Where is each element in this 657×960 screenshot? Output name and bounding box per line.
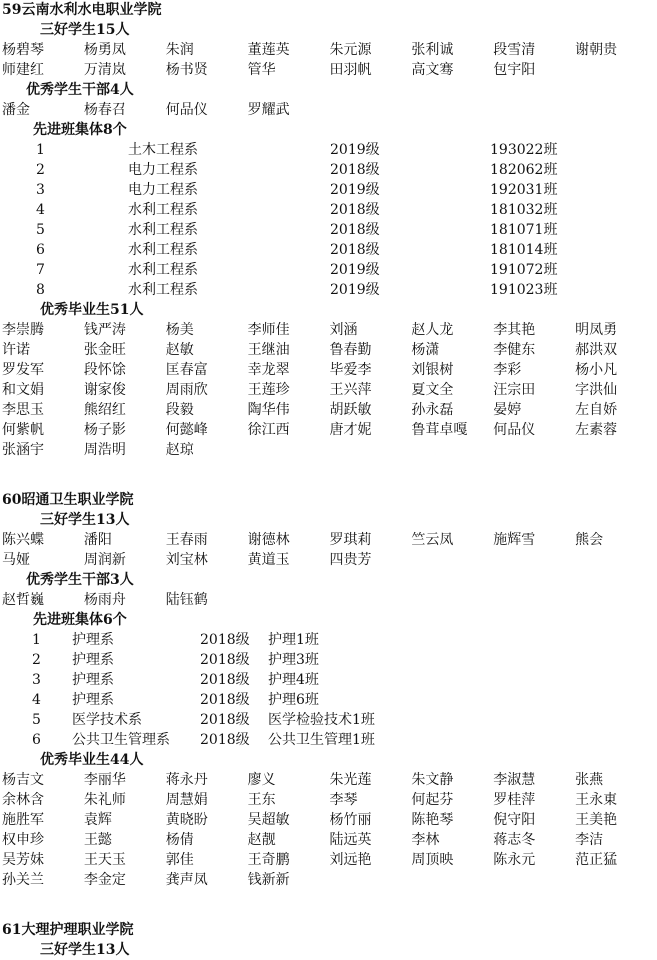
name-cell: 杨倩 (165, 832, 194, 848)
name-cell: 潘金 (2, 102, 30, 118)
row-number: 4 (32, 692, 41, 708)
name-cell: 张金旺 (83, 342, 126, 358)
name-cell: 李金定 (83, 872, 126, 888)
name-cell: 周顶映 (411, 852, 454, 868)
department: 水利工程系 (128, 222, 198, 238)
class-name: 181014班 (490, 242, 558, 258)
name-cell: 王美艳 (575, 812, 618, 828)
name-cell: 胡跃敏 (329, 402, 372, 418)
name-cell: 汪宗田 (493, 382, 536, 398)
name-cell: 匡春富 (165, 362, 208, 378)
name-cell: 钱新新 (247, 872, 290, 888)
name-cell: 李其艳 (493, 322, 536, 338)
name-cell: 朱润 (165, 42, 194, 58)
name-cell: 刘远艳 (329, 852, 372, 868)
name-cell: 潘阳 (83, 532, 112, 548)
name-cell: 王懿 (83, 832, 112, 848)
name-cell: 蒋永丹 (165, 772, 208, 788)
name-cell: 孙关兰 (2, 872, 44, 888)
name-cell: 晏婷 (493, 402, 522, 418)
name-cell: 罗琪莉 (329, 532, 372, 548)
name-cell: 何品仪 (493, 422, 536, 438)
category-title-ganbu: 优秀学生干部3人 (26, 572, 134, 588)
name-cell: 何紫帆 (2, 422, 44, 438)
class-row (0, 220, 657, 240)
school-title: 59云南水利水电职业学院 (2, 2, 162, 18)
row-number: 8 (36, 282, 45, 298)
department: 护理系 (72, 652, 114, 668)
name-cell: 黄晓盼 (165, 812, 208, 828)
name-cell: 毕爱李 (329, 362, 372, 378)
name-cell: 罗桂萍 (493, 792, 536, 808)
grade: 2018级 (330, 222, 380, 238)
school-title: 61大理护理职业学院 (2, 922, 134, 938)
section-gap (0, 460, 657, 490)
name-grid (2, 320, 657, 460)
name-cell: 黄道玉 (247, 552, 290, 568)
name-cell: 段雪清 (493, 42, 536, 58)
name-cell: 李洁 (575, 832, 604, 848)
name-cell: 郝洪双 (575, 342, 618, 358)
name-cell: 杨小凡 (575, 362, 618, 378)
name-cell: 字洪仙 (575, 382, 618, 398)
name-cell: 刘银树 (411, 362, 454, 378)
name-cell: 董莲英 (247, 42, 290, 58)
name-cell: 杨子影 (83, 422, 126, 438)
name-cell: 范正猛 (575, 852, 618, 868)
category-title-sanhao: 三好学生15人 (40, 22, 130, 38)
name-grid (2, 40, 657, 80)
category-title-biye: 优秀毕业生44人 (40, 752, 144, 768)
department: 水利工程系 (128, 282, 198, 298)
name-cell: 刘宝林 (165, 552, 208, 568)
name-cell: 李琴 (329, 792, 358, 808)
department: 医学技术系 (72, 712, 142, 728)
name-cell: 何起芬 (411, 792, 454, 808)
name-grid (2, 530, 657, 570)
name-cell: 赵人龙 (411, 322, 454, 338)
row-number: 1 (32, 632, 41, 648)
name-cell: 杨潇 (411, 342, 440, 358)
name-cell: 王春雨 (165, 532, 208, 548)
name-cell: 陆钰鹤 (165, 592, 208, 608)
name-cell: 周浩明 (83, 442, 126, 458)
class-name: 医学检验技术1班 (268, 712, 375, 728)
name-cell: 唐才妮 (329, 422, 372, 438)
name-cell: 徐江西 (247, 422, 290, 438)
name-cell: 王兴萍 (329, 382, 372, 398)
class-name: 公共卫生管理1班 (268, 732, 375, 748)
name-cell: 谢朝贵 (575, 42, 618, 58)
category-title-banji: 先进班集体6个 (33, 612, 127, 628)
name-cell: 鲁茸卓嘎 (411, 422, 468, 438)
class-row (0, 200, 657, 220)
class-name: 181071班 (490, 222, 558, 238)
name-cell: 李崇腾 (2, 322, 44, 338)
name-cell: 王继油 (247, 342, 290, 358)
category-title-ganbu: 优秀学生干部4人 (26, 82, 134, 98)
row-number: 3 (36, 182, 45, 198)
department: 电力工程系 (128, 162, 198, 178)
class-row (0, 280, 657, 300)
name-cell: 李林 (411, 832, 440, 848)
name-cell: 明凤勇 (575, 322, 618, 338)
section-gap (0, 890, 657, 920)
name-cell: 朱文静 (411, 772, 454, 788)
class-row (0, 730, 657, 750)
class-list (0, 140, 657, 300)
name-grid (2, 100, 657, 120)
name-cell: 万清岚 (83, 62, 126, 78)
name-cell: 何品仪 (165, 102, 208, 118)
name-cell: 李思玉 (2, 402, 44, 418)
name-cell: 吴芳妹 (2, 852, 44, 868)
name-cell: 张燕 (575, 772, 604, 788)
class-name: 193022班 (490, 142, 558, 158)
name-cell: 罗发军 (2, 362, 44, 378)
name-cell: 李师佳 (247, 322, 290, 338)
name-cell: 田羽帆 (329, 62, 372, 78)
class-name: 181032班 (490, 202, 558, 218)
name-cell: 谢家俊 (83, 382, 126, 398)
row-number: 3 (32, 672, 41, 688)
name-cell: 施辉雪 (493, 532, 536, 548)
name-cell: 刘涵 (329, 322, 358, 338)
name-grid (2, 590, 657, 610)
name-cell: 张利诚 (411, 42, 454, 58)
name-cell: 陈永元 (493, 852, 536, 868)
grade: 2018级 (330, 162, 380, 178)
class-row (0, 180, 657, 200)
row-number: 4 (36, 202, 45, 218)
name-cell: 郭佳 (165, 852, 194, 868)
row-number: 2 (32, 652, 41, 668)
class-name: 191072班 (490, 262, 558, 278)
category-title-banji: 先进班集体8个 (33, 122, 127, 138)
category-title-sanhao: 三好学生13人 (40, 512, 130, 528)
name-cell: 龚声凤 (165, 872, 208, 888)
class-name: 护理3班 (268, 652, 319, 668)
name-cell: 杨勇凤 (83, 42, 126, 58)
grade: 2019级 (330, 182, 380, 198)
name-cell: 王东 (247, 792, 276, 808)
department: 水利工程系 (128, 242, 198, 258)
name-cell: 周慧娟 (165, 792, 208, 808)
grade: 2018级 (200, 632, 250, 648)
department: 电力工程系 (128, 182, 198, 198)
department: 护理系 (72, 672, 114, 688)
name-cell: 四贵芳 (329, 552, 372, 568)
name-cell: 王永東 (575, 792, 618, 808)
name-cell: 何懿峰 (165, 422, 208, 438)
name-cell: 李彩 (493, 362, 522, 378)
name-cell: 熊绍红 (83, 402, 126, 418)
grade: 2018级 (200, 672, 250, 688)
class-row (0, 140, 657, 160)
school-section-59 (0, 0, 657, 460)
name-cell: 杨竹丽 (329, 812, 372, 828)
class-row (0, 710, 657, 730)
row-number: 7 (36, 262, 45, 278)
name-cell: 王莲珍 (247, 382, 290, 398)
name-cell: 谢德林 (247, 532, 290, 548)
department: 水利工程系 (128, 262, 198, 278)
name-cell: 王天玉 (83, 852, 126, 868)
name-cell: 杨雨舟 (83, 592, 126, 608)
class-name: 182062班 (490, 162, 558, 178)
name-cell: 师建红 (2, 62, 44, 78)
name-cell: 杨吉文 (2, 772, 44, 788)
name-cell: 权申珍 (2, 832, 44, 848)
category-title-sanhao: 三好学生13人 (40, 942, 130, 958)
school-section-60 (0, 490, 657, 890)
name-cell: 许诺 (2, 342, 30, 358)
name-cell: 熊会 (575, 532, 604, 548)
name-cell: 张涵宇 (2, 442, 44, 458)
name-cell: 赵琼 (165, 442, 194, 458)
department: 水利工程系 (128, 202, 198, 218)
grade: 2019级 (330, 262, 380, 278)
name-cell: 王奇鹏 (247, 852, 290, 868)
name-cell: 赵靓 (247, 832, 276, 848)
row-number: 5 (32, 712, 41, 728)
name-grid (2, 770, 657, 890)
name-cell: 朱礼师 (83, 792, 126, 808)
name-cell: 周雨欣 (165, 382, 208, 398)
name-cell: 周润新 (83, 552, 126, 568)
department: 土木工程系 (128, 142, 198, 158)
class-row (0, 650, 657, 670)
class-name: 192031班 (490, 182, 558, 198)
name-cell: 马娅 (2, 552, 30, 568)
row-number: 1 (36, 142, 45, 158)
row-number: 2 (36, 162, 45, 178)
name-cell: 杨书贤 (165, 62, 208, 78)
row-number: 6 (32, 732, 41, 748)
name-cell: 陈艳琴 (411, 812, 454, 828)
name-cell: 廖义 (247, 772, 276, 788)
row-number: 5 (36, 222, 45, 238)
name-cell: 施胜军 (2, 812, 44, 828)
name-cell: 罗耀武 (247, 102, 290, 118)
name-cell: 李健东 (493, 342, 536, 358)
name-cell: 倪守阳 (493, 812, 536, 828)
department: 护理系 (72, 632, 114, 648)
grade: 2018级 (200, 652, 250, 668)
name-cell: 段怀馀 (83, 362, 126, 378)
class-list (0, 630, 657, 750)
grade: 2018级 (330, 242, 380, 258)
class-name: 护理1班 (268, 632, 319, 648)
name-cell: 和文娟 (2, 382, 44, 398)
class-row (0, 160, 657, 180)
grade: 2019级 (330, 142, 380, 158)
name-cell: 孙永磊 (411, 402, 454, 418)
school-section-61 (0, 920, 657, 960)
name-cell: 幸龙翠 (247, 362, 290, 378)
name-cell: 赵敏 (165, 342, 194, 358)
name-cell: 竺云凤 (411, 532, 454, 548)
name-cell: 李丽华 (83, 772, 126, 788)
name-cell: 杨春召 (83, 102, 126, 118)
name-cell: 管华 (247, 62, 276, 78)
name-cell: 赵哲巍 (2, 592, 44, 608)
grade: 2019级 (330, 282, 380, 298)
grade: 2018级 (200, 732, 250, 748)
school-title: 60昭通卫生职业学院 (2, 492, 134, 508)
name-cell: 陈兴蝶 (2, 532, 44, 548)
class-name: 191023班 (490, 282, 558, 298)
name-cell: 朱元源 (329, 42, 372, 58)
department: 护理系 (72, 692, 114, 708)
grade: 2018级 (330, 202, 380, 218)
name-cell: 夏文全 (411, 382, 454, 398)
grade: 2018级 (200, 712, 250, 728)
name-cell: 鲁春勤 (329, 342, 372, 358)
class-name: 护理4班 (268, 672, 319, 688)
class-row (0, 630, 657, 650)
name-cell: 陶华伟 (247, 402, 290, 418)
name-cell: 钱严涛 (83, 322, 126, 338)
class-row (0, 690, 657, 710)
class-name: 护理6班 (268, 692, 319, 708)
name-cell: 朱光莲 (329, 772, 372, 788)
class-row (0, 670, 657, 690)
class-row (0, 240, 657, 260)
name-cell: 李淑慧 (493, 772, 536, 788)
grade: 2018级 (200, 692, 250, 708)
name-cell: 左自娇 (575, 402, 618, 418)
row-number: 6 (36, 242, 45, 258)
name-cell: 陆远英 (329, 832, 372, 848)
department: 公共卫生管理系 (72, 732, 170, 748)
name-cell: 蒋志冬 (493, 832, 536, 848)
name-cell: 段毅 (165, 402, 194, 418)
name-cell: 杨美 (165, 322, 194, 338)
name-cell: 左素蓉 (575, 422, 618, 438)
name-cell: 杨碧琴 (2, 42, 44, 58)
category-title-biye: 优秀毕业生51人 (40, 302, 144, 318)
name-cell: 吴超敏 (247, 812, 290, 828)
name-cell: 包宇阳 (493, 62, 536, 78)
name-cell: 余林含 (2, 792, 44, 808)
class-row (0, 260, 657, 280)
name-cell: 高文骞 (411, 62, 454, 78)
name-cell: 袁辉 (83, 812, 112, 828)
